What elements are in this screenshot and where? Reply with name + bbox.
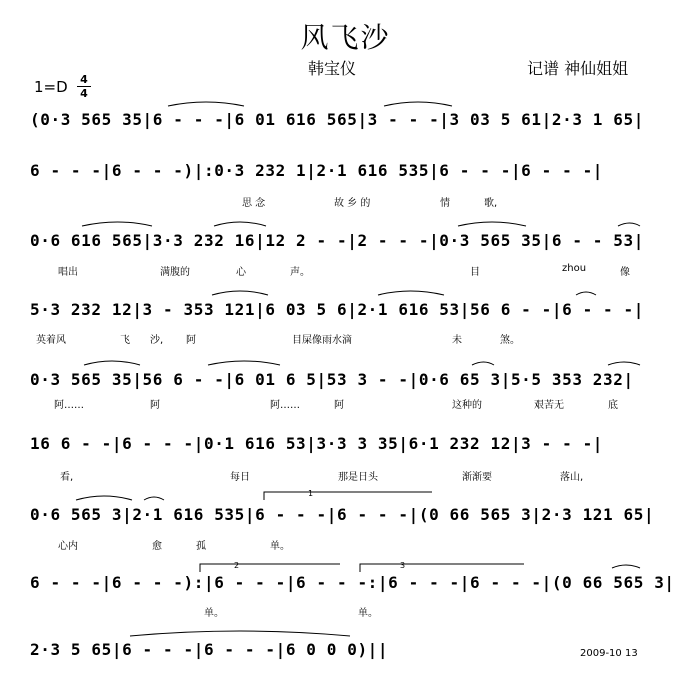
lyric: zhou [562, 263, 587, 274]
lyric: 单。 [270, 541, 290, 552]
song-title: 风飞沙 [300, 21, 391, 54]
slur [458, 222, 526, 226]
slur [144, 497, 164, 500]
lyric: 渐渐要 [462, 472, 492, 483]
notation-line-3: 0·6 616 565|3·3 232 16|12 2 - -|2 - - -|0·3 565 35|6 - - 53| [30, 231, 644, 250]
notation-line-5: 0·3 565 35|56 6 - -|6 01 6 5|53 3 - -|0·6 65 3|5·5 353 232| [30, 370, 634, 389]
lyric: 唱出 [58, 267, 78, 278]
lyric: 心 [236, 267, 246, 278]
lyric: 落山, [560, 472, 584, 483]
lyric: 孤 [196, 541, 206, 552]
lyric: 沙, [150, 335, 164, 346]
lyric: 阿 [334, 400, 344, 411]
slur [84, 361, 140, 365]
lyric: 飞 [120, 335, 130, 346]
lyric: 像 [620, 267, 630, 278]
slur [168, 102, 244, 106]
lyric: 每日 [230, 472, 250, 483]
lyric: 单。 [204, 608, 224, 619]
lyric: 艰苦无 [534, 400, 564, 411]
notation-line-6: 16 6 - -|6 - - -|0·1 616 53|3·3 3 35|6·1 232 12|3 - - -| [30, 434, 604, 453]
lyric: 这种的 [452, 400, 482, 411]
lyric: 目屎像雨水滴 [292, 335, 352, 346]
notation-line-7: 0·6 565 3|2·1 616 535|6 - - -|6 - - -|(0 66 565 3|2·3 121 65| [30, 505, 655, 524]
slur [378, 291, 444, 295]
slur [208, 361, 280, 365]
time-signature-top: 4 [80, 73, 88, 86]
volta-label-1: 1 [308, 489, 314, 498]
slur [82, 222, 152, 226]
volta-label-2: 2 [234, 561, 240, 570]
notation-line-9: 2·3 5 65|6 - - -|6 - - -|6 0 0 0)|| [30, 640, 389, 659]
time-signature-bottom: 4 [80, 87, 88, 100]
lyric: 愈 [152, 541, 162, 552]
slur [608, 362, 640, 365]
slur [130, 631, 350, 636]
lyric: 底 [608, 400, 618, 411]
lyric: 阿 [150, 400, 160, 411]
lyric: 满腹的 [160, 267, 190, 278]
lyric: 阿…… [270, 400, 300, 411]
slur [212, 291, 268, 295]
lyric: 思 念 [242, 198, 266, 209]
volta-bracket [360, 564, 524, 572]
slur [472, 362, 494, 365]
slur [612, 565, 640, 568]
lyric: 阿…… [54, 400, 84, 411]
lyric: 未 [452, 335, 462, 346]
singer-name: 韩宝仪 [308, 59, 357, 78]
slur [618, 223, 640, 226]
lyric: 声。 [290, 267, 310, 278]
lyric: 心内 [58, 541, 78, 552]
lyric: 英着风 [36, 335, 66, 346]
slur [576, 292, 596, 295]
lyric: 歌, [484, 198, 498, 209]
slur [384, 102, 452, 106]
slur [214, 222, 266, 226]
arranger-credit: 记谱 神仙姐姐 [527, 59, 629, 78]
volta-bracket [264, 492, 432, 500]
volta-bracket [200, 564, 340, 572]
lyric: 故 乡 的 [334, 198, 371, 209]
lyric: 单。 [358, 608, 378, 619]
lyric: 阿 [186, 335, 196, 346]
key-signature: 1=D [34, 78, 68, 96]
lyric: 那是日头 [338, 472, 378, 483]
notation-line-4: 5·3 232 12|3 - 353 121|6 03 5 6|2·1 616 53|56 6 - -|6 - - -| [30, 300, 644, 319]
notation-line-8: 6 - - -|6 - - -):|6 - - -|6 - - -:|6 - - -|6 - - -|(0 66 565 3| [30, 573, 675, 592]
date-stamp: 2009-10 13 [580, 648, 638, 659]
lyric: 看, [60, 472, 74, 483]
notation-line-2: 6 - - -|6 - - -)|:0·3 232 1|2·1 616 535|6 - - -|6 - - -| [30, 161, 604, 180]
slur [76, 496, 132, 500]
lyric: 目 [470, 267, 480, 278]
notation-line-1: (0·3 565 35|6 - - -|6 01 616 565|3 - - -|3 03 5 61|2·3 1 65| [30, 110, 644, 129]
lyric: 情 [440, 198, 450, 209]
volta-label-3: 3 [400, 561, 406, 570]
lyric: 煞。 [500, 335, 520, 346]
